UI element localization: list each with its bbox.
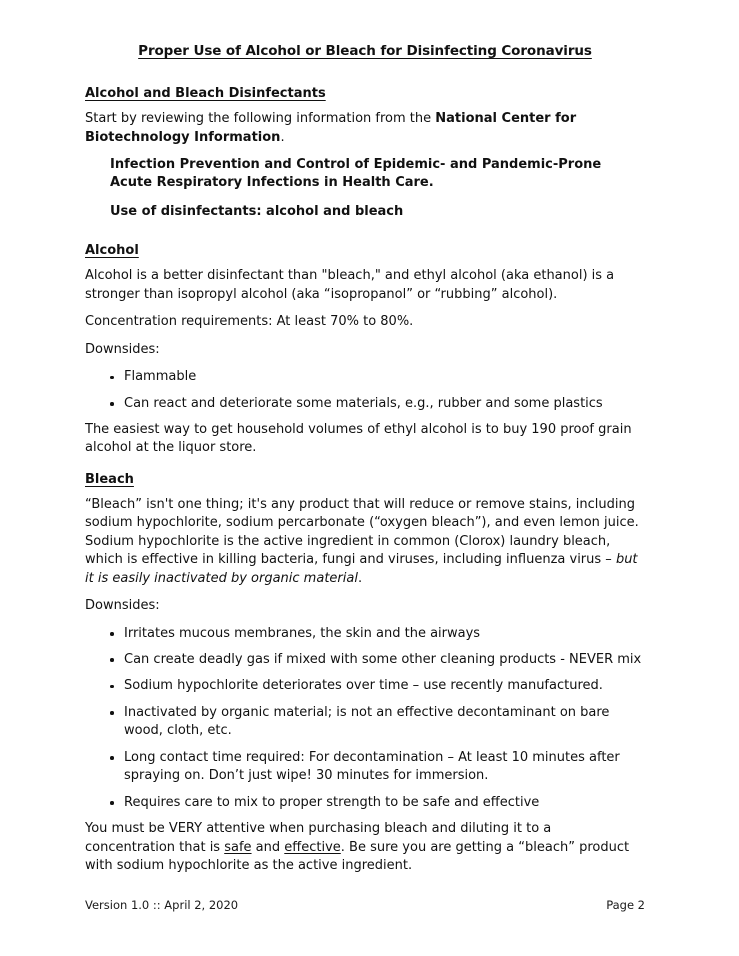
closing-part-3-text: . Be sure you are getting a “bleach” product with sodium hypochlorite as the active ingredient. — [85, 839, 630, 874]
list-item: Inactivated by organic material; is not an effective decontaminant on bare wood, cloth, etc. — [85, 704, 645, 741]
list-item: Can create deadly gas if mixed with some other cleaning products - NEVER mix — [85, 651, 645, 669]
footer-page-number: Page 2 — [606, 898, 645, 912]
disinfectants-intro-paragraph — [85, 110, 645, 147]
list-item: Long contact time required: For decontamination – At least 10 minutes after spraying on. Don’t just wipe! 30 minutes for immersion. — [85, 749, 645, 786]
reference-subtitle: Use of disinfectants: alcohol and bleach — [110, 203, 404, 219]
closing-underline-effective: effective — [284, 839, 341, 855]
alcohol-downsides-label: Downsides: — [85, 341, 160, 357]
list-item: Can react and deteriorate some materials, e.g., rubber and some plastics — [85, 395, 645, 413]
section-heading-alcohol-text: Alcohol — [85, 243, 139, 259]
bleach-closing-paragraph — [85, 820, 645, 875]
alcohol-paragraph-3: The easiest way to get household volumes of ethyl alcohol is to buy 190 proof grain alcohol at the liquor store. — [85, 421, 632, 456]
alcohol-paragraph-1: Alcohol is a better disinfectant than "bleach," and ethyl alcohol (aka ethanol) is a stronger than isopropyl alcohol (aka “isopropanol” or “rubbing” alcohol). — [85, 268, 615, 302]
footer-version: Version 1.0 :: April 2, 2020 — [85, 898, 239, 912]
intro-bold-text: National Center for Biotechnology Information — [85, 111, 577, 145]
intro-prefix-text: Start by reviewing the following information from the — [85, 111, 436, 127]
alcohol-downsides-list — [85, 368, 645, 413]
bleach-paragraph-tail-text: . — [357, 570, 363, 586]
section-heading-bleach-text: Bleach — [85, 471, 134, 487]
bleach-downsides-list — [85, 625, 645, 813]
section-heading-alcohol — [85, 243, 645, 260]
section-heading-bleach — [85, 472, 645, 489]
bleach-paragraph-roman-text: “Bleach” isn't one thing; it's any product that will reduce or remove stains, including sodium hypochlorite, sodium percarbonate (“oxygen bleach”), and even lemon juice. Sodium hypochlorite is the active ingredient in common (Clorox) laundry bleach, which is effective in killing bacteria, fungi and viruses, including influenza virus – — [85, 496, 639, 568]
list-item: Irritates mucous membranes, the skin and the airways — [85, 625, 645, 643]
bleach-paragraph-1 — [85, 496, 645, 588]
bleach-paragraph-italic-text: but it is easily inactivated by organic material — [85, 552, 638, 586]
list-item: Sodium hypochlorite deteriorates over time – use recently manufactured. — [85, 677, 645, 695]
closing-part-1-text: You must be VERY attentive when purchasing bleach and diluting it to a concentration that is — [85, 821, 552, 855]
reference-block — [110, 156, 645, 221]
section-heading-disinfectants-text: Alcohol and Bleach Disinfectants — [85, 86, 326, 102]
closing-underline-safe: safe — [224, 839, 252, 855]
alcohol-concentration-paragraph: Concentration requirements: At least 70% to 80%. — [85, 314, 414, 330]
list-item: Requires care to mix to proper strength to be safe and effective — [85, 794, 645, 812]
page-title — [85, 42, 645, 60]
closing-part-2-text: and — [251, 839, 285, 855]
reference-title: Infection Prevention and Control of Epidemic- and Pandemic-Prone Acute Respiratory Infections in Health Care. — [110, 157, 602, 191]
section-heading-disinfectants — [85, 86, 645, 103]
bleach-downsides-label: Downsides: — [85, 598, 160, 614]
intro-suffix-text: . — [280, 129, 285, 145]
list-item: Flammable — [85, 368, 645, 386]
page-title-text: Proper Use of Alcohol or Bleach for Disinfecting Coronavirus — [138, 43, 592, 59]
page-footer — [85, 898, 645, 912]
document-content — [85, 42, 645, 875]
